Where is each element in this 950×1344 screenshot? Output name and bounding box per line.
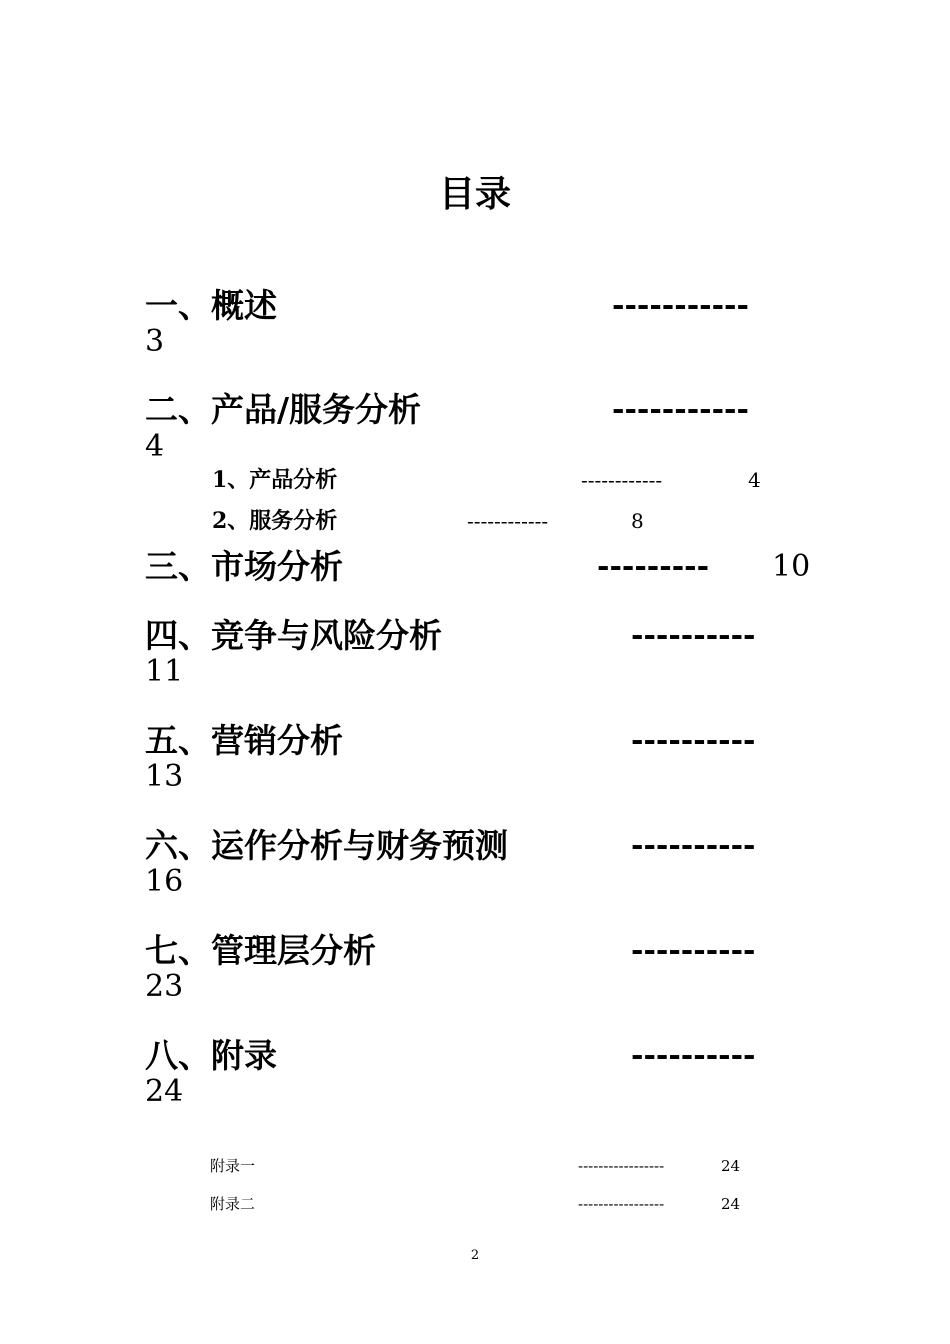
appendix-1-leader: ----------------- xyxy=(578,1157,665,1175)
appendix-1-page: 24 xyxy=(721,1157,741,1175)
toc-entry-6-page: 16 xyxy=(145,864,184,899)
toc-subentry-1-leader: ------------ xyxy=(581,468,663,492)
toc-entry-8-label[interactable]: 八、附录 xyxy=(145,1036,277,1075)
appendix-1-label[interactable]: 附录一 xyxy=(210,1157,256,1175)
toc-entry-5-page: 13 xyxy=(145,759,184,794)
toc-subentry-1-label[interactable]: 1、产品分析 xyxy=(212,467,338,493)
toc-entry-6-leader: ---------- xyxy=(631,828,756,863)
appendix-2-page: 24 xyxy=(721,1195,741,1213)
toc-subentry-2-leader: ------------ xyxy=(467,509,549,533)
toc-subentry-2-label[interactable]: 2、服务分析 xyxy=(212,508,338,534)
toc-entry-4-label[interactable]: 四、竞争与风险分析 xyxy=(145,616,442,655)
toc-entry-8-page: 24 xyxy=(145,1074,184,1109)
toc-entry-5-leader: ---------- xyxy=(631,723,756,758)
appendix-2-label[interactable]: 附录二 xyxy=(210,1195,256,1213)
toc-entry-2-page: 4 xyxy=(145,429,165,464)
page-title: 目录 xyxy=(438,173,511,215)
toc-entry-5-label[interactable]: 五、营销分析 xyxy=(145,721,343,760)
toc-entry-4-leader: ---------- xyxy=(631,618,756,653)
toc-entry-1-leader: ----------- xyxy=(612,288,749,323)
toc-entry-2-label[interactable]: 二、产品/服务分析 xyxy=(145,390,422,429)
toc-entry-1-page: 3 xyxy=(145,324,165,359)
toc-entry-1-label[interactable]: 一、概述 xyxy=(145,286,277,325)
toc-entry-8-leader: ---------- xyxy=(631,1038,756,1073)
toc-entry-7-page: 23 xyxy=(145,969,184,1004)
toc-entry-7-leader: ---------- xyxy=(631,933,756,968)
appendix-2-leader: ----------------- xyxy=(578,1195,665,1213)
toc-subentry-1-page: 4 xyxy=(748,468,761,492)
page-number: 2 xyxy=(470,1248,480,1263)
toc-subentry-2-page: 8 xyxy=(631,509,644,533)
toc-entry-3-label[interactable]: 三、市场分析 xyxy=(145,547,343,586)
toc-entry-7-label[interactable]: 七、管理层分析 xyxy=(145,931,376,970)
toc-entry-6-label[interactable]: 六、运作分析与财务预测 xyxy=(145,826,508,865)
toc-entry-2-leader: ----------- xyxy=(612,392,749,427)
toc-entry-3-page: 10 xyxy=(772,549,811,584)
toc-entry-3-leader: --------- xyxy=(597,549,710,584)
toc-entry-4-page: 11 xyxy=(145,654,184,689)
